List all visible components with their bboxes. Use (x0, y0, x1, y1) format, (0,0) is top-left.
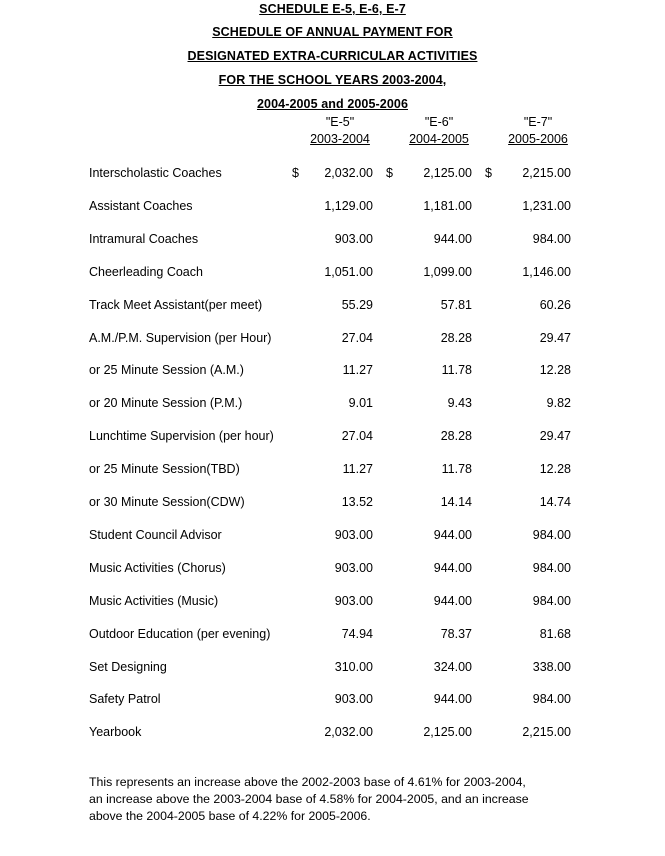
payment-value: 2,125.00 (423, 725, 472, 739)
table-row (0, 199, 665, 219)
column-header-e7 (493, 114, 583, 148)
activity-label: Safety Patrol (89, 692, 161, 706)
payment-value: 944.00 (433, 232, 472, 246)
payment-value: 1,146.00 (522, 265, 571, 279)
payment-value: 1,051.00 (324, 265, 373, 279)
activity-label: Set Designing (89, 660, 167, 674)
payment-value: 29.47 (539, 429, 571, 443)
payment-value: 28.28 (440, 331, 472, 345)
payment-value: 1,129.00 (324, 199, 373, 213)
activity-label: or 25 Minute Session(TBD) (89, 462, 240, 476)
column-code: "E-7" (523, 115, 553, 129)
activity-label: Yearbook (89, 725, 142, 739)
activity-label: Intramural Coaches (89, 232, 199, 246)
payment-value: 2,215.00 (522, 725, 571, 739)
table-row (0, 725, 665, 745)
activity-label: Track Meet Assistant(per meet) (89, 298, 263, 312)
payment-value: 984.00 (532, 594, 571, 608)
payment-value: 338.00 (532, 660, 571, 674)
payment-value: 903.00 (334, 561, 373, 575)
table-row (0, 298, 665, 318)
currency-symbol: $ (386, 166, 393, 180)
payment-value: 944.00 (433, 561, 472, 575)
payment-value: 984.00 (532, 232, 571, 246)
column-header-e5 (295, 114, 385, 148)
payment-value: 12.28 (539, 462, 571, 476)
currency-symbol: $ (485, 166, 492, 180)
schedule-subtitle: SCHEDULE OF ANNUAL PAYMENT FOR (212, 25, 453, 39)
activity-label: Assistant Coaches (89, 199, 193, 213)
payment-value: 9.01 (348, 396, 373, 410)
column-years: 2003-2004 (310, 132, 370, 146)
payment-value: 944.00 (433, 594, 472, 608)
payment-value: 60.26 (539, 298, 571, 312)
payment-value: 1,181.00 (423, 199, 472, 213)
column-years: 2005-2006 (508, 132, 568, 146)
activity-label: or 25 Minute Session (A.M.) (89, 363, 244, 377)
payment-value: 28.28 (440, 429, 472, 443)
activity-label: A.M./P.M. Supervision (per Hour) (89, 331, 272, 345)
payment-value: 78.37 (440, 627, 472, 641)
payment-value: 9.43 (447, 396, 472, 410)
payment-value: 11.27 (342, 363, 373, 377)
column-header-e6 (394, 114, 484, 148)
payment-value: 1,099.00 (423, 265, 472, 279)
column-code: "E-5" (325, 115, 355, 129)
activity-label: Music Activities (Chorus) (89, 561, 226, 575)
table-row (0, 166, 665, 186)
footnote-line: an increase above the 2003-2004 base of 4.58% for 2004-2005, and an increase (89, 792, 529, 806)
payment-value: 903.00 (334, 594, 373, 608)
footnote (89, 774, 589, 825)
payment-value: 13.52 (341, 495, 373, 509)
schedule-subtitle: FOR THE SCHOOL YEARS 2003-2004, (218, 73, 447, 87)
payment-value: 944.00 (433, 528, 472, 542)
schedule-title: SCHEDULE E-5, E-6, E-7 (259, 2, 406, 16)
payment-value: 55.29 (341, 298, 373, 312)
table-row (0, 331, 665, 351)
table-row (0, 660, 665, 680)
schedule-subtitle: 2004-2005 and 2005-2006 (256, 97, 409, 111)
payment-value: 324.00 (433, 660, 472, 674)
payment-value: 984.00 (532, 561, 571, 575)
payment-value: 57.81 (440, 298, 472, 312)
payment-value: 2,032.00 (324, 725, 373, 739)
payment-value: 29.47 (539, 331, 571, 345)
table-row (0, 528, 665, 548)
payment-value: 310.00 (334, 660, 373, 674)
table-row (0, 429, 665, 449)
activity-label: Music Activities (Music) (89, 594, 219, 608)
table-row (0, 692, 665, 712)
payment-value: 984.00 (532, 528, 571, 542)
table-row (0, 495, 665, 515)
column-code: "E-6" (424, 115, 454, 129)
activity-label: Student Council Advisor (89, 528, 222, 542)
table-row (0, 594, 665, 614)
payment-value: 903.00 (334, 232, 373, 246)
table-row (0, 265, 665, 285)
payment-value: 14.74 (539, 495, 571, 509)
payment-value: 12.28 (539, 363, 571, 377)
payment-value: 11.78 (441, 363, 472, 377)
currency-symbol: $ (292, 166, 299, 180)
table-row (0, 232, 665, 252)
payment-value: 74.94 (341, 627, 373, 641)
table-row (0, 462, 665, 482)
schedule-subtitle: DESIGNATED EXTRA-CURRICULAR ACTIVITIES (187, 49, 478, 63)
table-row (0, 627, 665, 647)
table-row (0, 561, 665, 581)
payment-value: 11.27 (342, 462, 373, 476)
table-row (0, 363, 665, 383)
activity-label: or 20 Minute Session (P.M.) (89, 396, 243, 410)
activity-label: Lunchtime Supervision (per hour) (89, 429, 274, 443)
payment-value: 81.68 (539, 627, 571, 641)
payment-value: 2,032.00 (324, 166, 373, 180)
payment-value: 903.00 (334, 692, 373, 706)
activity-label: Cheerleading Coach (89, 265, 203, 279)
payment-value: 2,125.00 (423, 166, 472, 180)
payment-value: 27.04 (341, 429, 373, 443)
payment-value: 27.04 (341, 331, 373, 345)
column-years: 2004-2005 (409, 132, 469, 146)
footnote-line: This represents an increase above the 2002-2003 base of 4.61% for 2003-2004, (89, 775, 526, 789)
payment-value: 984.00 (532, 692, 571, 706)
footnote-line: above the 2004-2005 base of 4.22% for 2005-2006. (89, 809, 371, 823)
payment-value: 2,215.00 (522, 166, 571, 180)
payment-value: 903.00 (334, 528, 373, 542)
activity-label: Outdoor Education (per evening) (89, 627, 271, 641)
payment-value: 1,231.00 (522, 199, 571, 213)
payment-value: 11.78 (441, 462, 472, 476)
payment-value: 944.00 (433, 692, 472, 706)
payment-value: 9.82 (546, 396, 571, 410)
table-row (0, 396, 665, 416)
activity-label: or 30 Minute Session(CDW) (89, 495, 245, 509)
activity-label: Interscholastic Coaches (89, 166, 222, 180)
payment-value: 14.14 (440, 495, 472, 509)
